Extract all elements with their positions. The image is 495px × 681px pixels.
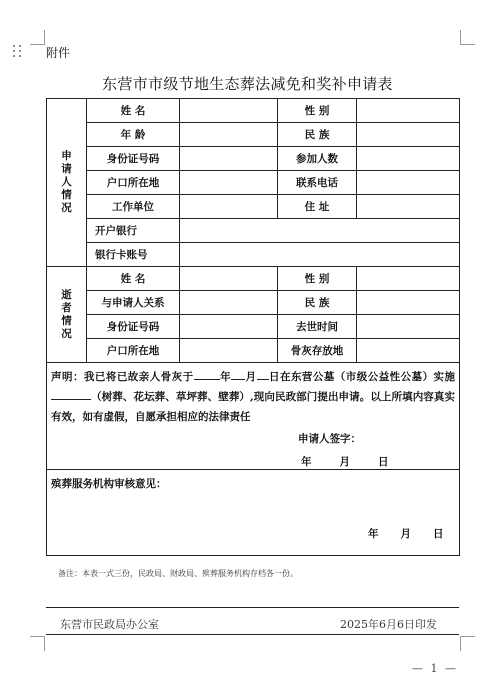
- crop-mark-bottom-left: [30, 636, 45, 651]
- deceased-id-field[interactable]: [180, 315, 278, 339]
- applicant-name-field[interactable]: [180, 99, 278, 123]
- review-opinion-label: 殡葬服务机构审核意见：: [51, 478, 167, 490]
- ashes-location-field[interactable]: [357, 339, 460, 363]
- application-form-table: [46, 98, 460, 556]
- drag-handle-icon[interactable]: [13, 45, 23, 59]
- crop-mark-top-left: [30, 30, 45, 45]
- work-unit-field[interactable]: [180, 195, 278, 219]
- applicant-name-label: 姓 名: [87, 99, 180, 123]
- signature-label: 申请人签字：: [298, 433, 361, 445]
- footer-bottom-rule: [46, 634, 459, 635]
- bank-field[interactable]: [180, 219, 460, 243]
- deceased-ethnicity-label: 民 族: [278, 291, 357, 315]
- deceased-gender-label: 性 别: [278, 267, 357, 291]
- deceased-hukou-label: 户口所在地: [87, 339, 180, 363]
- deceased-ethnicity-field[interactable]: [357, 291, 460, 315]
- death-time-label: 去世时间: [278, 315, 357, 339]
- issuing-office: 东营市民政局办公室: [60, 618, 159, 631]
- applicant-gender-label: 性 别: [278, 99, 357, 123]
- applicant-hukou-label: 户口所在地: [87, 171, 180, 195]
- print-date: 2025年6月6日印发: [340, 618, 437, 631]
- footer-top-rule: [46, 607, 459, 608]
- page-number: — 1 —: [412, 662, 458, 675]
- applicant-ethnicity-label: 民 族: [278, 123, 357, 147]
- crop-mark-top-right: [460, 30, 475, 45]
- declaration-section: [47, 363, 460, 470]
- applicant-age-field[interactable]: [180, 123, 278, 147]
- applicant-id-field[interactable]: [180, 147, 278, 171]
- address-field[interactable]: [357, 195, 460, 219]
- annex-label: 附件: [46, 46, 71, 60]
- applicant-gender-field[interactable]: [357, 99, 460, 123]
- deceased-gender-field[interactable]: [357, 267, 460, 291]
- page-title: 东营市市级节地生态葬法减免和奖补申请表: [102, 75, 393, 93]
- deceased-id-label: 身份证号码: [87, 315, 180, 339]
- ashes-location-label: 骨灰存放地: [278, 339, 357, 363]
- address-label: 住 址: [278, 195, 357, 219]
- phone-field[interactable]: [357, 171, 460, 195]
- signature-date: 年 月 日: [301, 456, 389, 468]
- applicant-hukou-field[interactable]: [180, 171, 278, 195]
- phone-label: 联系电话: [278, 171, 357, 195]
- applicant-ethnicity-field[interactable]: [357, 123, 460, 147]
- declaration-text: 声明：我已将已故亲人骨灰于 年 月 日在东营公墓（市级公益性公墓）实施（树葬、花坛葬、草坪葬、壁葬）,现向民政部门提出申请。以上所填内容真实有效，如有虚假，自愿承担相应的法律责任: [51, 367, 455, 427]
- death-time-field[interactable]: [357, 315, 460, 339]
- bank-label: 开户银行: [87, 219, 180, 243]
- applicant-id-label: 身份证号码: [87, 147, 180, 171]
- attendees-field[interactable]: [357, 147, 460, 171]
- review-date: 年 月 日: [368, 528, 444, 540]
- applicant-age-label: 年 龄: [87, 123, 180, 147]
- footnote: 备注：本表一式三份，民政局、财政局、殡葬服务机构存档各一份。: [58, 569, 298, 578]
- crop-mark-bottom-right: [460, 636, 475, 651]
- card-number-field[interactable]: [180, 243, 460, 267]
- attendees-label: 参加人数: [278, 147, 357, 171]
- review-opinion-section: [47, 470, 460, 556]
- relation-label: 与申请人关系: [87, 291, 180, 315]
- work-unit-label: 工作单位: [87, 195, 180, 219]
- deceased-hukou-field[interactable]: [180, 339, 278, 363]
- relation-field[interactable]: [180, 291, 278, 315]
- deceased-name-field[interactable]: [180, 267, 278, 291]
- applicant-section-label: 申请人情况: [47, 99, 87, 267]
- deceased-section-label: 逝者情况: [47, 267, 87, 363]
- deceased-name-label: 姓 名: [87, 267, 180, 291]
- card-number-label: 银行卡账号: [87, 243, 180, 267]
